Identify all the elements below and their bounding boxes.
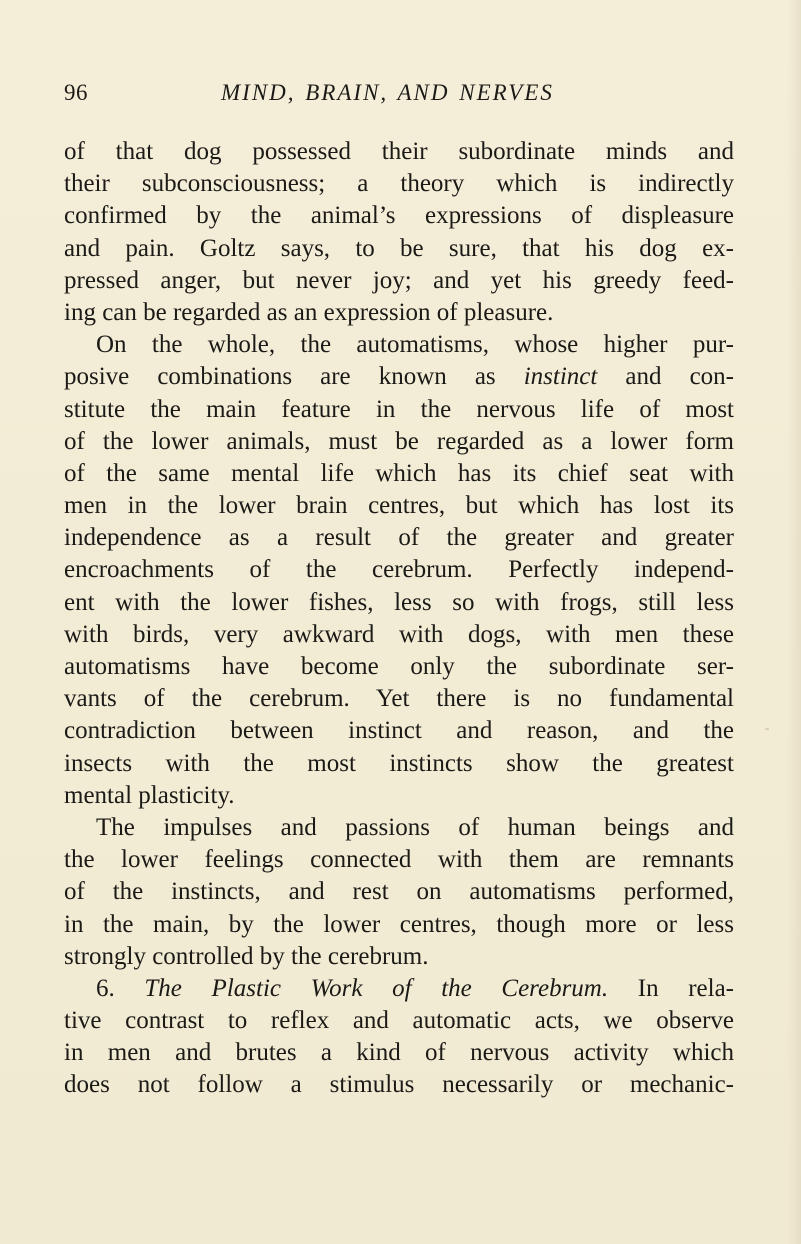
text-segment: with birds, very awkward with dogs, with men these	[64, 620, 734, 648]
text-segment: ent with the lower fishes, less so with frogs, still less	[64, 588, 734, 616]
text-segment: in men and brutes a kind of nervous activity which	[64, 1039, 734, 1067]
page-edge-shadow	[787, 0, 801, 1244]
text-segment: contradiction between instinct and reason, and the	[64, 717, 734, 745]
text-segment: of that dog possessed their subordinate minds and	[64, 138, 734, 165]
text-segment: their subconsciousness; a theory which is indirectly	[64, 170, 734, 198]
text-segment: of the same mental life which has its chief seat with	[64, 459, 734, 487]
text-line	[64, 748, 734, 780]
text-segment: vants of the cerebrum. Yet there is no fundamental	[64, 685, 734, 713]
text-line	[64, 361, 734, 393]
text-segment: automatisms have become only the subordinate ser-	[64, 653, 734, 680]
text-line	[64, 426, 734, 458]
text-segment: in the main, by the lower centres, though more or less	[64, 910, 734, 938]
text-line	[64, 812, 734, 844]
text-line	[64, 909, 734, 941]
text-segment: insects with the most instincts show the greatest	[64, 749, 734, 777]
text-line	[64, 1069, 734, 1101]
text-segment: encroachments of the cerebrum. Perfectly independ-	[64, 556, 734, 584]
text-line	[64, 651, 734, 683]
text-segment: of the lower animals, must be regarded as a lower form	[64, 427, 734, 455]
text-segment: men in the lower brain centres, but which has lost its	[64, 492, 734, 520]
text-line	[64, 200, 734, 232]
text-line	[64, 394, 734, 426]
text-segment: strongly controlled by the cerebrum.	[64, 942, 429, 970]
text-line	[64, 1037, 734, 1069]
text-segment: confirmed by the animal’s expressions of displeasure	[64, 202, 734, 230]
text-segment: and con-	[597, 363, 734, 391]
text-segment: the lower feelings connected with them are remnants	[64, 846, 734, 874]
text-segment: stitute the main feature in the nervous life of most	[64, 395, 734, 423]
text-segment: ing can be regarded as an expression of pleasure.	[64, 298, 554, 326]
text-segment: independence as a result of the greater and greater	[64, 524, 734, 552]
text-line	[64, 619, 734, 651]
text-line	[64, 233, 734, 265]
text-line	[64, 780, 734, 812]
italic-text-segment: The Plastic Work of the Cerebrum.	[144, 974, 609, 1002]
body-text	[64, 136, 734, 1102]
text-segment: posive combinations are known as	[64, 363, 524, 391]
text-line	[64, 329, 734, 361]
text-line	[64, 587, 734, 619]
page-number: 96	[64, 80, 88, 105]
text-line	[64, 683, 734, 715]
text-line	[64, 941, 734, 973]
text-segment: and pain. Goltz says, to be sure, that his dog ex-	[64, 234, 734, 262]
text-segment: mental plasticity.	[64, 781, 235, 809]
text-segment: tive contrast to reflex and automatic acts, we observe	[64, 1007, 734, 1035]
text-line	[64, 844, 734, 876]
text-segment: of the instincts, and rest on automatisms performed,	[64, 878, 734, 906]
running-head: MIND, BRAIN, AND NERVES	[221, 80, 554, 105]
text-line	[64, 554, 734, 586]
text-segment: does not follow a stimulus necessarily or mechanic-	[64, 1071, 734, 1099]
text-line	[64, 168, 734, 200]
page-header	[64, 78, 734, 112]
text-segment: 6.	[96, 974, 145, 1002]
text-line	[64, 265, 734, 297]
text-segment: In rela-	[608, 974, 735, 1002]
text-segment: On the whole, the automatisms, whose higher pur-	[96, 331, 734, 359]
text-line	[64, 458, 734, 490]
margin-mark: -	[765, 720, 770, 735]
italic-text-segment: instinct	[523, 363, 598, 391]
text-line	[64, 297, 734, 329]
text-line	[64, 973, 734, 1005]
text-line	[64, 876, 734, 908]
text-segment: The impulses and passions of human beings and	[96, 813, 734, 841]
text-line	[64, 136, 734, 168]
text-line	[64, 490, 734, 522]
text-line	[64, 715, 734, 747]
text-line	[64, 1005, 734, 1037]
text-line	[64, 522, 734, 554]
text-segment: pressed anger, but never joy; and yet his greedy feed-	[64, 266, 734, 294]
